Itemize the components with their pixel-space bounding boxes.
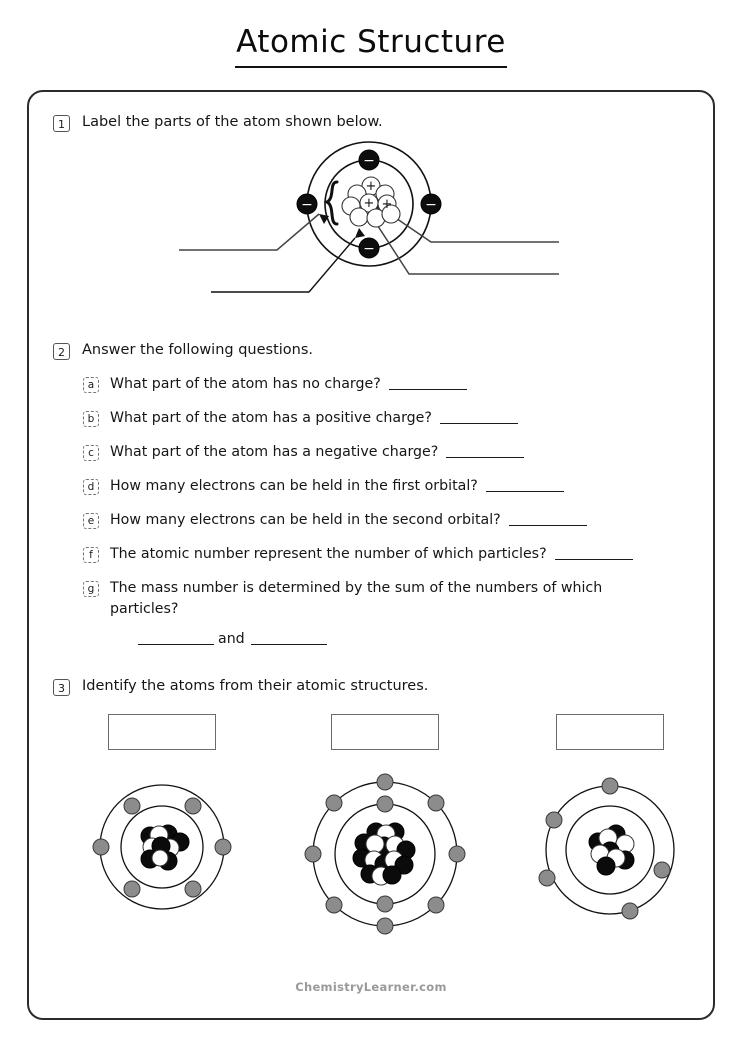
question-1-text: Label the parts of the atom shown below.	[82, 114, 383, 130]
question-3	[53, 676, 428, 696]
sub-question-c	[83, 442, 683, 463]
page-header	[0, 0, 742, 68]
leader-line-right-upper	[384, 210, 559, 242]
sub-question-f-prompt: The atomic number represent the number of which particles?	[110, 546, 547, 562]
question-3-number: 3	[53, 679, 70, 696]
question-3-atoms	[53, 714, 693, 964]
sub-question-c-prompt: What part of the atom has a negative charge?	[110, 444, 439, 460]
sub-question-b-label: b	[83, 411, 99, 427]
footer-brand: ChemistryLearner.com	[295, 980, 447, 994]
atom-3-svg	[530, 772, 690, 927]
atom-item-1	[67, 714, 257, 926]
atom-3-nucleus	[589, 825, 634, 875]
electron-inner-top	[359, 150, 379, 170]
sub-question-c-label: c	[83, 445, 99, 461]
sub-question-f	[83, 544, 683, 565]
sub-question-a-text	[110, 374, 467, 395]
answer-blank-b[interactable]	[440, 423, 518, 424]
sub-question-a-label: a	[83, 377, 99, 393]
question-1-number: 1	[53, 115, 70, 132]
sub-question-g-answer-line	[138, 629, 655, 650]
answer-blank-g2[interactable]	[251, 644, 327, 645]
answer-blank-d[interactable]	[486, 491, 564, 492]
sub-question-b-prompt: What part of the atom has a positive charge?	[110, 410, 432, 426]
sub-question-g-prompt: The mass number is determined by the sum of the numbers of which particles?	[110, 580, 603, 617]
sub-question-g	[83, 578, 683, 650]
sub-question-e-text	[110, 510, 587, 531]
question-1	[53, 112, 383, 132]
sub-question-d-prompt: How many electrons can be held in the first orbital?	[110, 478, 478, 494]
question-2	[53, 340, 313, 360]
atom-2-nucleus	[353, 823, 415, 885]
answer-blank-g1[interactable]	[138, 644, 214, 645]
question-2-items	[83, 374, 683, 663]
electron-outer-left	[297, 194, 317, 214]
proton-sign: +	[381, 197, 393, 212]
sub-question-d-label: d	[83, 479, 99, 495]
answer-blank-e[interactable]	[509, 525, 587, 526]
answer-blank-c[interactable]	[446, 457, 524, 458]
question-2-text: Answer the following questions.	[82, 342, 314, 358]
sub-question-e	[83, 510, 683, 531]
question-3-text: Identify the atoms from their atomic structures.	[82, 678, 429, 694]
sub-question-c-text	[110, 442, 524, 463]
sub-question-b	[83, 408, 683, 429]
atom-item-3	[515, 714, 705, 931]
sub-question-a	[83, 374, 683, 395]
atom-1-svg	[82, 772, 242, 922]
answer-blank-f[interactable]	[555, 559, 633, 560]
leader-line-right-lower	[374, 220, 559, 274]
and-word: and	[218, 631, 245, 647]
page-title: Atomic Structure	[236, 24, 506, 60]
sub-question-a-prompt: What part of the atom has no charge?	[110, 376, 381, 392]
question-2-number: 2	[53, 343, 70, 360]
leader-line-left	[179, 214, 319, 250]
atom-3-diagram	[515, 772, 705, 931]
atom-3-answer-box[interactable]	[556, 714, 664, 750]
electron-inner-bottom	[359, 238, 379, 258]
sub-question-g-label: g	[83, 581, 99, 597]
electron-sign: −	[363, 241, 375, 257]
proton-sign: +	[365, 179, 377, 194]
atom-1-answer-box[interactable]	[108, 714, 216, 750]
sub-question-g-text	[110, 578, 655, 650]
sub-question-f-label: f	[83, 547, 99, 563]
sub-question-f-text	[110, 544, 633, 565]
sub-question-e-label: e	[83, 513, 99, 529]
atom-1-nucleus	[141, 825, 189, 870]
sub-question-d	[83, 476, 683, 497]
atom-2-answer-box[interactable]	[331, 714, 439, 750]
sub-question-b-text	[110, 408, 518, 429]
atom-label-diagram-svg	[169, 132, 569, 307]
sub-question-d-text	[110, 476, 564, 497]
title-underline	[235, 66, 507, 68]
atom-1-diagram	[67, 772, 257, 926]
worksheet-card	[27, 90, 715, 1020]
proton-sign: +	[363, 196, 375, 211]
atom-label-diagram	[169, 132, 569, 307]
atom-2-svg	[298, 772, 473, 937]
atom-item-2	[290, 714, 480, 941]
sub-question-e-prompt: How many electrons can be held in the second orbital?	[110, 512, 501, 528]
electron-outer-right	[421, 194, 441, 214]
electron-sign: −	[301, 197, 313, 213]
answer-blank-a[interactable]	[389, 389, 467, 390]
electron-sign: −	[425, 197, 437, 213]
atom-2-diagram	[290, 772, 480, 941]
electron-sign: −	[363, 153, 375, 169]
leader-line-bottom-left	[211, 238, 355, 292]
